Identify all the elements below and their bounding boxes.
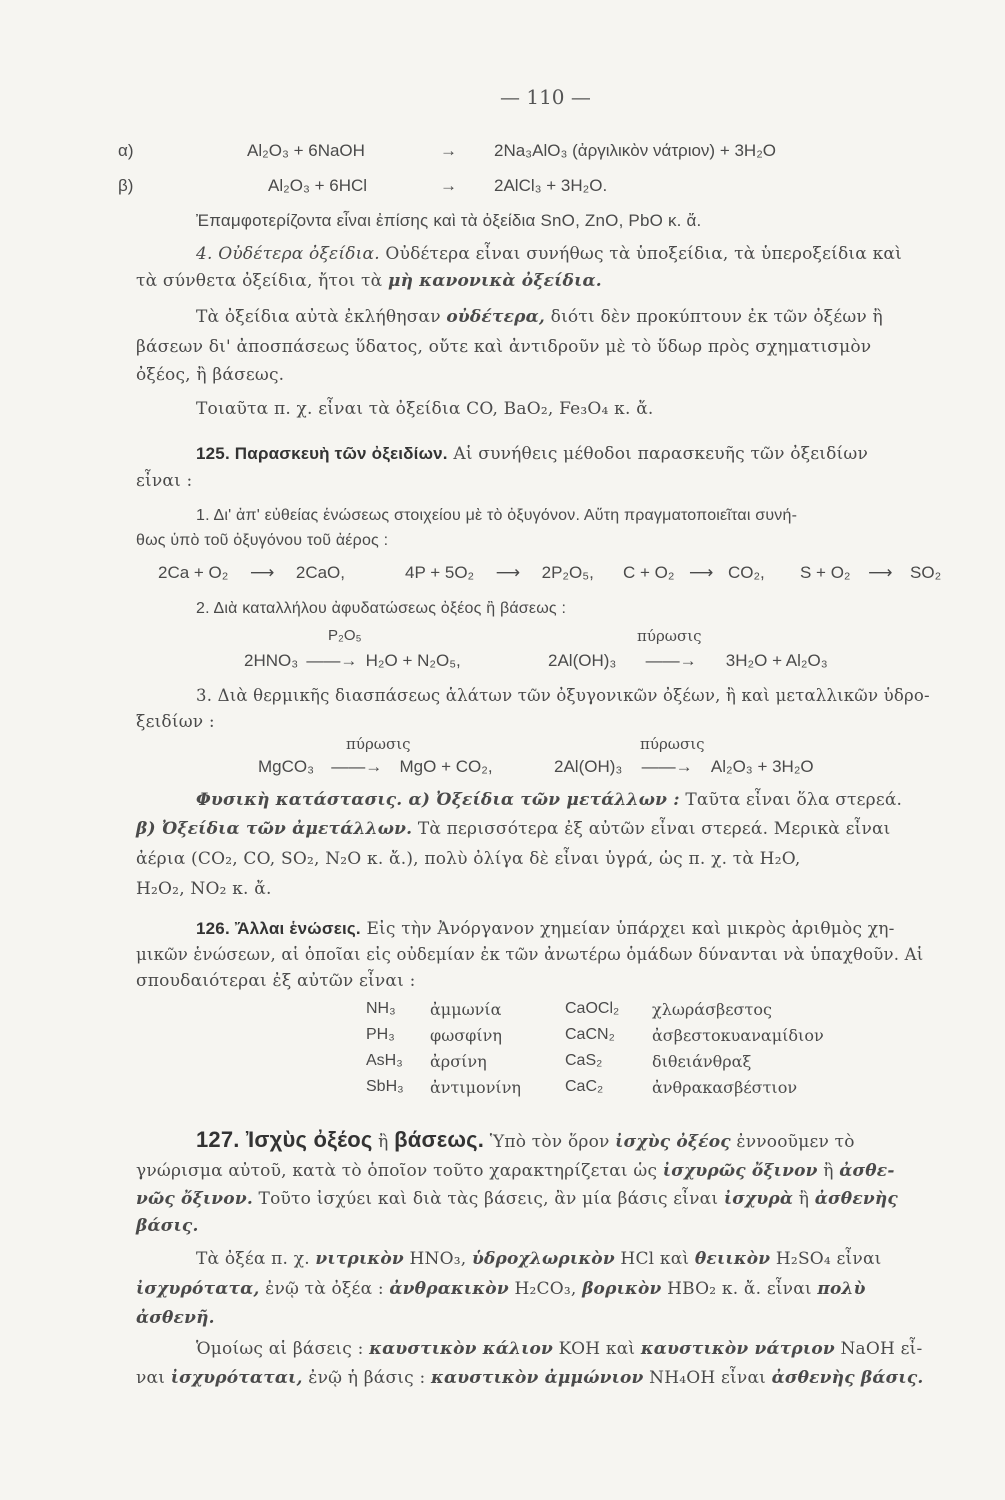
s125-method3-line-2: ξειδίων : [136, 712, 215, 732]
s4-p2-l1-b: διότι δὲν προκύπτουν ἐκ τῶν ὀξέων ἢ [545, 307, 883, 327]
s126-line-2: μικῶν ἑνώσεων, αἱ ὁποῖαι εἰς οὐδεμίαν ἐκ τῶν ἀνωτέρω ὁμάδων δύνανται νὰ ὑπαχθοῦν. Αἱ [136, 945, 924, 964]
s127-p2-l2-em: ἰσχυρότατα, [136, 1279, 260, 1299]
s127-p2-l1-a: Τὰ ὀξέα π. χ. [196, 1249, 316, 1269]
s127-line-1 [136, 1126, 976, 1156]
s127-l3-em: νῶς ὄξινον. [136, 1189, 253, 1209]
eq-b-label: β) [118, 176, 134, 195]
s127-p2-line-1 [136, 1248, 976, 1270]
s127-p2-l2-em3: βορικὸν [582, 1279, 662, 1299]
m1-eq-4 [800, 563, 941, 583]
s4-p2-l1-a: Τὰ ὀξείδια αὐτὰ ἐκλήθησαν [196, 307, 447, 327]
compound-name: ἀμμωνία [430, 1000, 502, 1019]
m1-eq-2-right: 2P₂O₅, [541, 563, 594, 582]
s125-method2: 2. Διὰ καταλλήλου ἀφυδατώσεως ὀξέος ἢ βάσεως : [196, 600, 567, 617]
compound-name: ἀνθρακασβέστιον [652, 1078, 798, 1097]
arrow-icon: ——→ [306, 651, 358, 670]
s127-p3-line-1 [136, 1338, 976, 1360]
m3-eq-1-left: MgCO₃ [258, 757, 315, 776]
s127-line-3 [136, 1188, 976, 1210]
s127-p2-l2-c: HBO₂ κ. ἄ. εἶναι [661, 1279, 818, 1299]
s126-line-1 [136, 918, 976, 940]
m1-eq-1-right: 2CaO, [295, 563, 345, 582]
arrow-icon: ⟶ [495, 563, 521, 582]
s4-line2-text: τὰ σύνθετα ὀξείδια, ἤτοι τὰ [136, 271, 388, 291]
compound-formula: CaC₂ [565, 1078, 604, 1095]
m2-eq-1 [244, 651, 461, 671]
s4-p2-line-2: βάσεων δι' ἀποσπάσεως ὕδατος, οὔτε καὶ ἀντιδροῦν μὲ τὸ ὕδωρ πρὸς σχηματισμὸν [136, 337, 872, 357]
compound-formula: AsH₃ [366, 1052, 403, 1069]
s127-p3-l2-a: ναι [136, 1368, 171, 1388]
s4-line-1 [136, 243, 976, 265]
s127-l1-rest: Ὑπὸ τὸν ὅρον [484, 1132, 616, 1152]
page-number: — 110 — [500, 85, 591, 109]
m2-eq-1-right: H₂O + N₂O₅, [365, 651, 461, 670]
arrow-icon: ——→ [331, 757, 383, 776]
compound-formula: CaCN₂ [565, 1026, 615, 1043]
s4-line-2 [136, 270, 976, 292]
s127-l3-em3: ἀσθενὴς [814, 1189, 898, 1209]
phys-sub-b: β) Ὀξείδια τῶν ἀμετάλλων. [136, 819, 413, 839]
m1-eq-3 [623, 563, 765, 583]
s125-intro-line-2: εἶναι : [136, 471, 193, 491]
compound-name: διθειάνθραξ [652, 1052, 752, 1071]
m1-eq-2-left: 4P + 5O₂ [405, 563, 475, 582]
compound-formula: PH₃ [366, 1026, 395, 1043]
s127-p2-l2-a: ἐνῷ τὰ ὀξέα : [259, 1279, 390, 1299]
s127-l2-b: ἢ [817, 1161, 840, 1181]
arrow-icon: ⟶ [689, 563, 714, 582]
s4-p3: Τοιαῦτα π. χ. εἶναι τὰ ὀξείδια CO, BaO₂, Fe₃O₄ κ. ἄ. [196, 399, 654, 419]
s127-l3-b: Τοῦτο ἰσχύει καὶ διὰ τὰς βάσεις, ἂν μία βάσις εἶναι [252, 1189, 724, 1209]
s125-intro-rest: Αἱ συνήθεις μέθοδοι παρασκευῆς τῶν ὀξειδίων [447, 444, 869, 464]
s127-p3-l2-c: NH₄OH εἶναι [643, 1368, 772, 1388]
s4-p2-line-3: ὀξέος, ἢ βάσεως. [136, 365, 285, 385]
compound-formula: CaS₂ [565, 1052, 603, 1069]
arrow-icon: ⟶ [868, 563, 893, 582]
s127-p3-l2-em1: ἰσχυρόταται, [170, 1368, 303, 1388]
m1-eq-1 [158, 563, 345, 583]
phys-l1-text: Ταῦτα εἶναι ὅλα στερεά. [679, 790, 903, 810]
m2-condition-2: πύρωσις [637, 627, 702, 645]
compound-formula: SbH₃ [366, 1078, 404, 1095]
s125-line-1 [136, 443, 976, 465]
eq-a-left: Al₂O₃ + 6NaOH [247, 141, 365, 160]
eq-b-left: Al₂O₃ + 6HCl [268, 176, 368, 195]
m2-eq-2 [548, 651, 828, 671]
compound-name: ἀρσίνη [430, 1052, 487, 1071]
phys-heading: Φυσικὴ κατάστασις. [196, 790, 403, 810]
s127-p2-l1-em3: θειικὸν [694, 1249, 771, 1269]
compound-formula: CaOCl₂ [565, 1000, 620, 1017]
s127-l1-emphasis: ἰσχὺς ὀξέος [615, 1132, 731, 1152]
s125-method1-line-2: θως ὑπὸ τοῦ ὀξυγόνου τοῦ ἀέρος : [136, 532, 389, 549]
m3-eq-2-left: 2Al(OH)₃ [554, 757, 623, 776]
eq-b-right: 2AlCl₃ + 3H₂O. [494, 176, 608, 195]
m3-eq-2 [554, 757, 814, 777]
phys-sub-a: α) Ὀξείδια τῶν μετάλλων : [402, 790, 680, 810]
compound-name: χλωράσβεστος [652, 1000, 772, 1019]
m1-eq-3-right: CO₂, [727, 563, 765, 582]
m2-eq-1-left: 2HNO₃ [244, 651, 299, 670]
s127-line-4 [136, 1215, 976, 1237]
s125-method3-line-1: 3. Διὰ θερμικῆς διασπάσεως ἁλάτων τῶν ὀξυγονικῶν ὀξέων, ἢ καὶ μεταλλικῶν ὑδρο- [196, 686, 930, 705]
s127-l1-end: ἐννοοῦμεν τὸ [730, 1132, 855, 1152]
s125-method1-line-1: 1. Δι' ἀπ' εὐθείας ἑνώσεως στοιχείου μὲ τὸ ὀξυγόνον. Αὕτη πραγματοποιεῖται συνή- [196, 507, 798, 524]
phys-l2-text: Τὰ περισσότερα ἐξ αὐτῶν εἶναι στερεά. Μερικὰ εἶναι [412, 819, 891, 839]
eq-a-arrow: → [440, 141, 457, 160]
s127-p2-l1-d: H₂SO₄ εἶναι [770, 1249, 882, 1269]
arrow-icon: ——→ [641, 757, 693, 776]
s127-p2-l1-b: HNO₃, [403, 1249, 472, 1269]
s127-p3-l1-em1: καυστικὸν κάλιον [369, 1339, 554, 1359]
m2-condition-1: P₂O₅ [328, 627, 362, 644]
m3-eq-1-right: MgO + CO₂, [399, 757, 493, 776]
s127-l2-em1: ἰσχυρῶς ὄξινον [662, 1161, 818, 1181]
s127-p3-l1-a: Ὁμοίως αἱ βάσεις : [196, 1339, 370, 1359]
s127-p2-l2-b: H₂CO₃, [508, 1279, 583, 1299]
m1-eq-4-left: S + O₂ [800, 563, 851, 582]
m1-eq-4-right: SO₂ [910, 563, 942, 582]
s127-line-2 [136, 1160, 976, 1182]
m3-condition-1: πύρωσις [346, 735, 411, 753]
m3-eq-1 [258, 757, 493, 777]
s126-line-3: σπουδαιότεραι ἐξ αὐτῶν εἶναι : [136, 971, 416, 991]
m1-eq-3-left: C + O₂ [623, 563, 675, 582]
compound-name: φωσφίνη [430, 1026, 502, 1045]
s127-heading-a: 127. Ἰσχὺς ὀξέος [196, 1127, 373, 1152]
s125-heading: 125. Παρασκευὴ τῶν ὀξειδίων. [196, 444, 448, 463]
compound-name: ἀντιμονίνη [430, 1078, 521, 1097]
m1-eq-1-left: 2Ca + O₂ [158, 563, 229, 582]
s126-l1-rest: Εἰς τὴν Ἀνόργανον χημείαν ὑπάρχει καὶ μικρὸς ἀριθμὸς χη- [360, 919, 895, 939]
s127-l4-em: βάσις. [136, 1216, 199, 1236]
s4-p2-line-1 [136, 306, 976, 328]
s127-p2-line-3 [136, 1307, 976, 1329]
eq-a-label: α) [118, 141, 134, 160]
s4-p2-l1-emphasis: οὐδέτερα, [446, 307, 546, 327]
eq-a-right: 2Na₃AlO₃ (ἀργιλικὸν νάτριον) + 3H₂O [494, 141, 777, 160]
m2-eq-2-right: 3H₂O + Al₂O₃ [725, 651, 828, 670]
m2-eq-2-left: 2Al(OH)₃ [548, 651, 617, 670]
s4-line1-rest: Οὐδέτερα εἶναι συνήθως τὰ ὑποξείδια, τὰ ὑπεροξείδια καὶ [379, 244, 902, 264]
s4-line2-emphasis: μὴ κανονικὰ ὀξείδια. [387, 271, 602, 291]
s4-heading: 4. Οὐδέτερα ὀξείδια. [196, 244, 380, 264]
s127-p3-l1-em2: καυστικὸν νάτριον [640, 1339, 835, 1359]
m3-eq-2-right: Al₂O₃ + 3H₂O [710, 757, 814, 776]
phys-line-4: H₂O₂, NO₂ κ. ἄ. [136, 879, 272, 899]
s127-p3-l1-b: KOH καὶ [553, 1339, 641, 1359]
phys-line-1 [136, 789, 976, 811]
s127-heading-conj: ἢ [372, 1132, 395, 1152]
s127-p2-l2-em4: πολὺ [817, 1279, 866, 1299]
m1-eq-2 [405, 563, 594, 583]
s127-p2-l1-em1: νιτρικὸν [315, 1249, 404, 1269]
phys-line-3: ἀέρια (CO₂, CO, SO₂, N₂O κ. ἄ.), πολὺ ὀλίγα δὲ εἶναι ὑγρά, ὡς π. χ. τὰ H₂O, [136, 849, 801, 869]
s127-p3-line-2 [136, 1367, 976, 1389]
s127-l2-em2: ἀσθε- [839, 1161, 895, 1181]
s127-l2-a: γνώρισμα αὐτοῦ, κατὰ τὸ ὁποῖον τοῦτο χαρακτηρίζεται ὡς [136, 1161, 663, 1181]
s127-l3-em2: ἰσχυρὰ [723, 1189, 794, 1209]
compound-formula: NH₃ [366, 1000, 396, 1017]
s127-heading-b: βάσεως. [394, 1127, 485, 1152]
phys-line-2 [136, 818, 976, 840]
s127-p2-l2-em2: ἀνθρακικὸν [389, 1279, 509, 1299]
s127-p2-l3-em: ἀσθενῆ. [136, 1308, 215, 1328]
s127-l3-c: ἢ [793, 1189, 815, 1209]
s127-p2-l1-c: HCl καὶ [614, 1249, 695, 1269]
arrow-icon: ——→ [645, 651, 697, 670]
compound-name: ἀσβεστοκυαναμίδιον [652, 1026, 824, 1045]
s127-p3-l2-b: ἐνῷ ἡ βάσις : [302, 1368, 432, 1388]
amphoteric-line: Ἐπαμφοτερίζοντα εἶναι ἐπίσης καὶ τὰ ὀξείδια SnO, ZnO, PbO κ. ἄ. [196, 211, 702, 230]
m3-condition-2: πύρωσις [640, 735, 705, 753]
eq-b-arrow: → [440, 176, 457, 195]
arrow-icon: ⟶ [249, 563, 275, 582]
s126-heading: 126. Ἄλλαι ἑνώσεις. [196, 919, 361, 938]
s127-p2-l1-em2: ὑδροχλωρικὸν [471, 1249, 615, 1269]
s127-p3-l1-c: NaOH εἶ- [834, 1339, 923, 1359]
s127-p3-l2-em2: καυστικὸν ἀμμώνιον [431, 1368, 644, 1388]
s127-p2-line-2 [136, 1278, 976, 1300]
s127-p3-l2-em3: ἀσθενὴς βάσις. [771, 1368, 924, 1388]
